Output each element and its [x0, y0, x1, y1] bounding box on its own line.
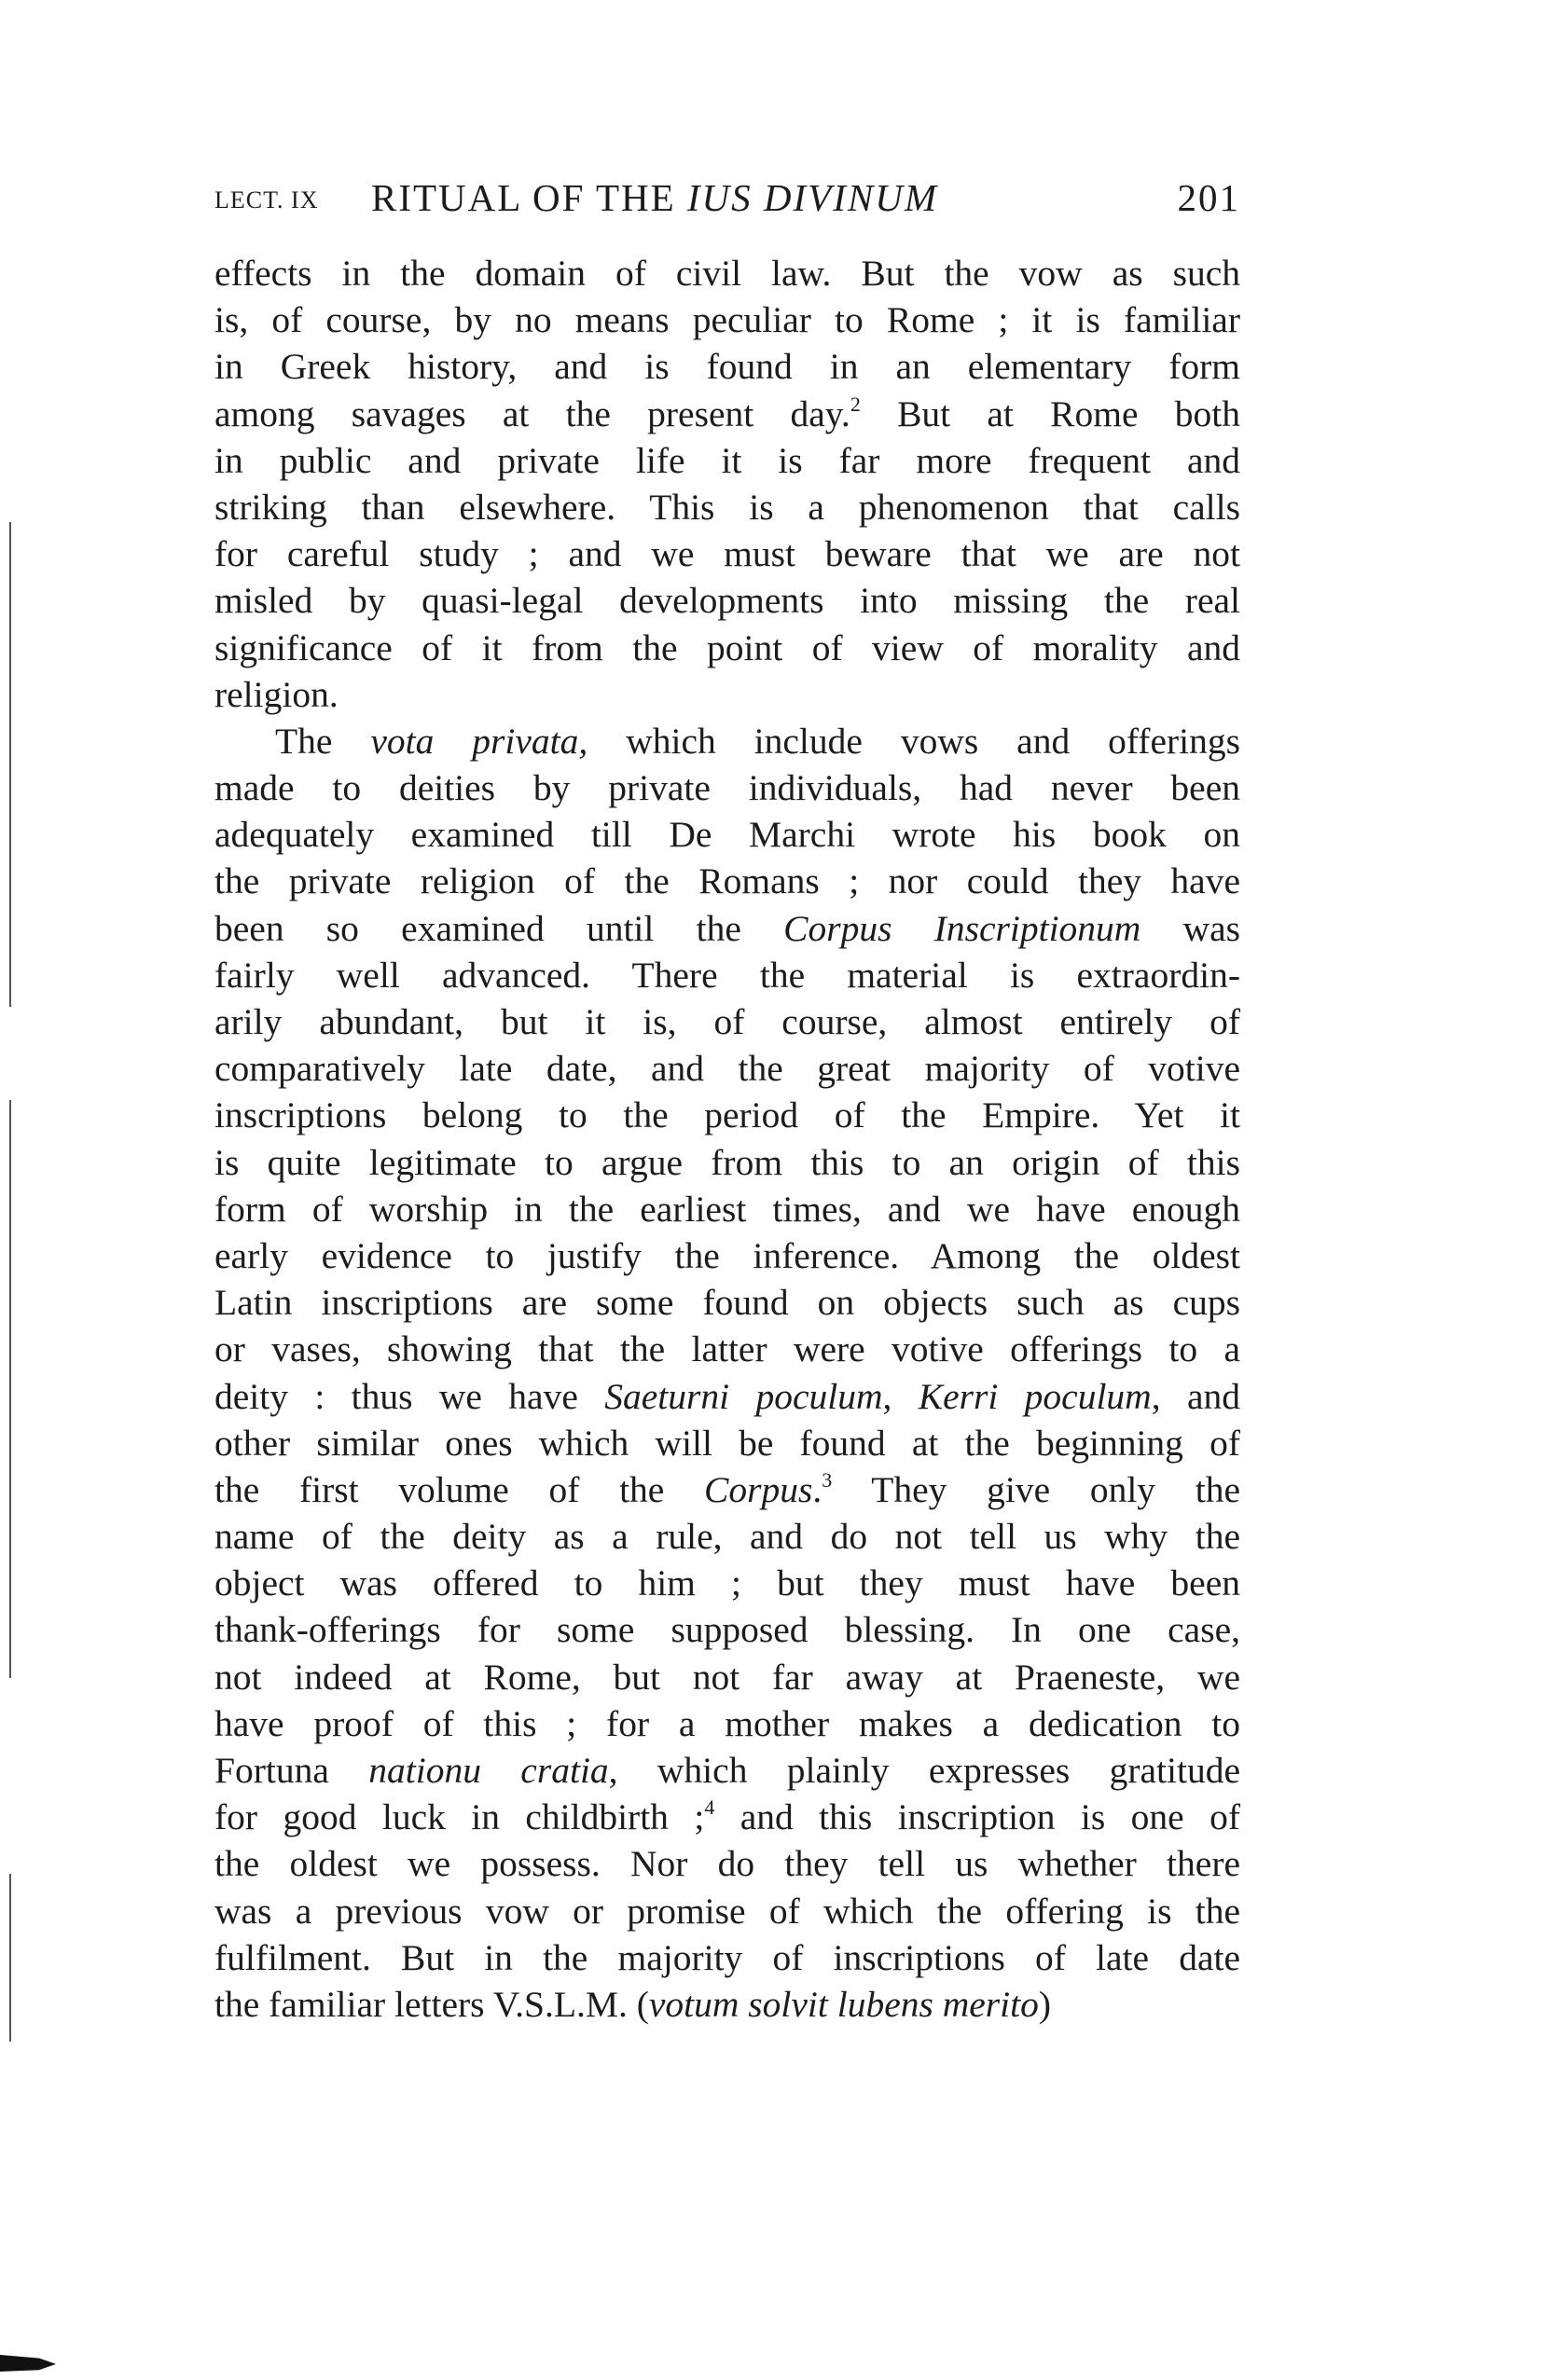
text-line: [214, 1186, 1240, 1232]
line-text: But at Rome both: [860, 392, 1241, 434]
italic-text: Kerri poculum: [918, 1375, 1152, 1417]
line-text: was a previous vow or promise of which the offering is the: [214, 1890, 1240, 1932]
line-text: fulfilment. But in the majority of inscriptions of late date: [214, 1936, 1240, 1978]
line-text: for good luck in childbirth ;: [214, 1796, 705, 1838]
text-line: [214, 250, 1240, 296]
line-text: deity : thus we have: [214, 1375, 605, 1417]
line-text: effects in the domain of civil law. But the vow as such: [214, 253, 1240, 294]
line-text: made to deities by private individuals, had never been: [214, 767, 1240, 809]
line-text: Fortuna: [214, 1750, 369, 1791]
text-line: [214, 577, 1240, 624]
line-text: was: [1140, 907, 1240, 949]
line-text: significance of it from the point of view of morality and: [214, 626, 1240, 668]
line-text: among savages at the present day.: [214, 392, 850, 434]
italic-text: nationu cratia: [368, 1750, 609, 1791]
footnote-marker: 4: [704, 1795, 715, 1820]
line-text: is quite legitimate to argue from this to an origin of this: [214, 1141, 1240, 1183]
italic-text: Corpus: [704, 1468, 813, 1510]
running-header: [214, 175, 1240, 231]
line-text: is, of course, by no means peculiar to Rome ; it is familiar: [214, 299, 1240, 341]
running-title-italic: IUS DIVINUM: [686, 176, 938, 219]
text-line: [214, 1934, 1240, 1981]
text-line: [214, 952, 1240, 998]
footnote-marker: 3: [822, 1467, 833, 1492]
text-line: [214, 1232, 1240, 1279]
line-text: which include vows and offerings: [587, 720, 1240, 762]
text-line: [214, 1373, 1240, 1420]
line-text: adequately examined till De Marchi wrote his book on: [214, 814, 1240, 856]
text-line: [214, 1606, 1240, 1653]
text-line: [214, 718, 1240, 764]
line-text: Latin inscriptions are some found on objects such as cups: [214, 1282, 1240, 1324]
text-line: [214, 998, 1240, 1045]
text-line: [214, 1700, 1240, 1747]
line-text: arily abundant, but it is, of course, almost entirely of: [214, 1001, 1240, 1042]
left-margin-rule: [9, 1874, 11, 2042]
text-line: [214, 484, 1240, 530]
line-text: the familiar letters V.S.L.M. (: [214, 1983, 649, 2025]
text-line: [214, 1747, 1240, 1794]
text-line: [214, 1092, 1240, 1138]
text-line: [214, 1888, 1240, 1934]
text-line: [214, 530, 1240, 577]
line-text: inscriptions belong to the period of the Empire. Yet it: [214, 1094, 1240, 1136]
italic-text: Saeturni poculum: [604, 1375, 883, 1417]
lecture-label: LECT. IX: [214, 186, 319, 213]
text-line: [214, 811, 1240, 858]
line-text: object was offered to him ; but they must have been: [214, 1562, 1240, 1604]
text-line: [214, 1045, 1240, 1092]
text-line: [214, 764, 1240, 811]
text-line: [214, 1513, 1240, 1560]
line-text: comparatively late date, and the great majority of votive: [214, 1048, 1240, 1090]
body-text: [214, 250, 1240, 2028]
text-line: [214, 1326, 1240, 1372]
text-line: [214, 437, 1240, 484]
line-text: the first volume of the: [214, 1468, 705, 1510]
line-text: early evidence to justify the inference. Among the oldest: [214, 1234, 1240, 1276]
line-text: for careful study ; and we must beware that we are not: [214, 533, 1240, 575]
italic-text: vota privata,: [370, 720, 588, 762]
text-line: [214, 1420, 1240, 1466]
text-line: [214, 1279, 1240, 1326]
page-edge-mark: [0, 2355, 56, 2372]
text-line: [214, 1466, 1240, 1513]
left-margin-rule: [9, 522, 11, 1007]
line-text: in Greek history, and is found in an elementary form: [214, 346, 1240, 388]
line-text: striking than elsewhere. This is a phenomenon that calls: [214, 486, 1240, 528]
text-line: [214, 671, 1240, 718]
line-text: and this inscription is one of: [714, 1796, 1240, 1838]
line-text: the private religion of the Romans ; nor could they have: [214, 860, 1240, 902]
running-title: [371, 175, 938, 220]
line-text: ,: [882, 1375, 919, 1417]
left-margin-rule: [9, 1100, 11, 1678]
line-text: have proof of this ; for a mother makes a dedication to: [214, 1702, 1240, 1744]
line-text: The: [275, 720, 371, 762]
line-text: They give only the: [832, 1468, 1241, 1510]
text-line: [214, 1981, 1240, 2028]
line-text: form of worship in the earliest times, and we have enough: [214, 1188, 1240, 1230]
italic-text: votum solvit lubens merito: [648, 1983, 1039, 2025]
text-line: [214, 1794, 1240, 1840]
text-line: [214, 905, 1240, 952]
line-text: , and: [1151, 1375, 1240, 1417]
text-line: [214, 858, 1240, 904]
footnote-marker: 2: [850, 392, 861, 416]
text-line: [214, 1840, 1240, 1887]
text-line: [214, 1560, 1240, 1606]
text-line: [214, 391, 1240, 437]
line-text: been so examined until the: [214, 907, 784, 949]
text-line: [214, 1139, 1240, 1186]
line-text: in public and private life it is far more frequent and: [214, 439, 1240, 481]
running-title-plain: RITUAL OF THE: [371, 176, 676, 219]
line-text: name of the deity as a rule, and do not tell us why the: [214, 1516, 1240, 1558]
italic-text: Corpus Inscriptionum: [783, 907, 1141, 949]
line-text: ): [1038, 1983, 1052, 2025]
line-text: fairly well advanced. There the material is extraordin-: [214, 954, 1240, 996]
text-line: [214, 625, 1240, 671]
line-text: or vases, showing that the latter were votive offerings to a: [214, 1328, 1240, 1370]
line-text: religion.: [214, 673, 339, 715]
text-line: [214, 343, 1240, 390]
text-line: [214, 1654, 1240, 1700]
page-number: 201: [1177, 176, 1240, 219]
line-text: thank-offerings for some supposed blessing. In one case,: [214, 1609, 1240, 1651]
text-line: [214, 296, 1240, 343]
line-text: .: [812, 1468, 822, 1510]
line-text: misled by quasi-legal developments into missing the real: [214, 580, 1240, 622]
line-text: , which plainly expresses gratitude: [608, 1750, 1240, 1791]
line-text: the oldest we possess. Nor do they tell us whether there: [214, 1843, 1240, 1885]
line-text: other similar ones which will be found at the beginning of: [214, 1422, 1240, 1464]
line-text: not indeed at Rome, but not far away at Praeneste, we: [214, 1656, 1240, 1698]
